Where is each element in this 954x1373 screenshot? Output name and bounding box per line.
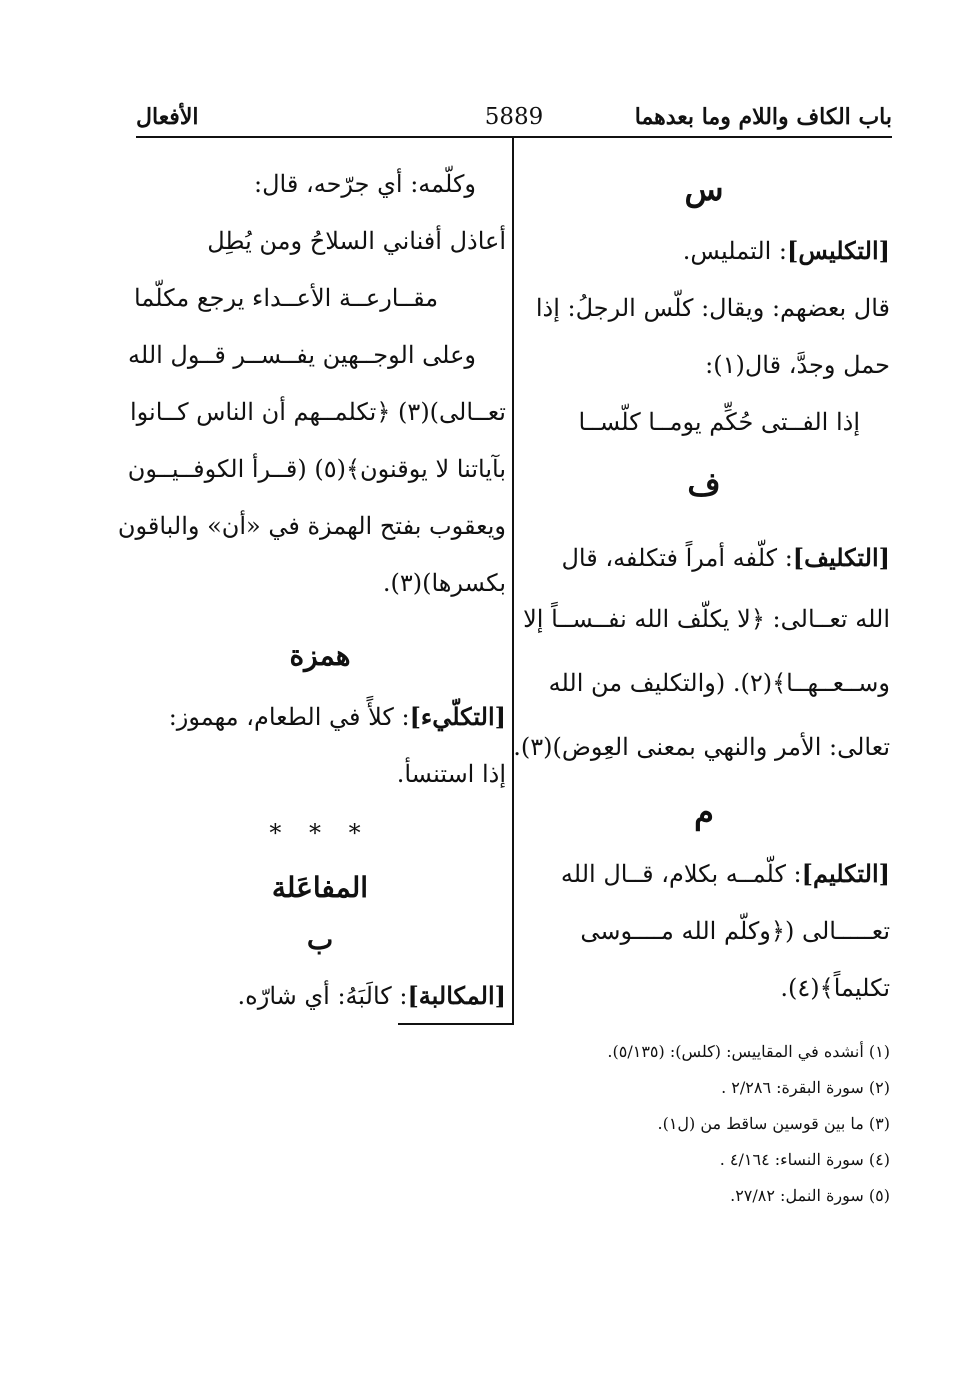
section-title: الأفعال: [136, 104, 199, 130]
text-line: تكليماً﴾(٤).: [780, 974, 890, 1002]
entry-definition: : كلأً في الطعام، مهموز:: [168, 703, 410, 731]
text-line: تعالى: الأمر والنهي بمعنى العِوض)(٣).: [513, 733, 890, 761]
verse-line: إذا الفــتى حُكِّم يومــا كلّســا: [578, 408, 860, 436]
entry-taklif: [518, 529, 890, 587]
text-line: تعـــــالى (﴿وكلّم الله مــــوسى: [580, 917, 890, 945]
entry-definition: : التمليس.: [682, 237, 788, 265]
section-heading-mufaala: المفاعَلة: [271, 871, 369, 904]
text-line: قال بعضهم: ويقال: كلّس الرجلُ: إذا: [535, 294, 890, 322]
letter-heading-b: ب: [306, 923, 334, 956]
text-line: إذا استنسأ.: [396, 760, 506, 788]
chapter-title: باب الكاف واللام وما بعدهما: [634, 104, 892, 130]
entry-term: [المكالبة]: [407, 981, 506, 1010]
entry-term: [التكليس]: [787, 236, 890, 265]
footnote: (٣) ما بين قوسين ساقط من (ل١).: [657, 1114, 890, 1133]
text-line: تعــالى)(٣) ﴿تكلمــهم أن الناس كــانوا: [129, 398, 506, 426]
right-column: [513, 156, 890, 1017]
text-line: ويعقوب بفتح الهمزة في «أن» والباقون: [117, 512, 506, 540]
entry-term: [التكليف]: [792, 543, 890, 572]
section-heading-hamza: همزة: [289, 639, 351, 672]
page-header: [136, 100, 892, 138]
page-number: 5889: [484, 104, 544, 130]
column-divider: [512, 138, 514, 1024]
entry-definition: : كلّفه أمراً فتكلفه، قال: [561, 544, 793, 572]
entry-taklim: [518, 845, 890, 903]
footnote-rule: [398, 1023, 514, 1025]
text-line: بكسرها)(٣).: [382, 569, 506, 597]
text-line: الله تعــالى: ﴿لا يكلّف الله نفــســاً إلا: [523, 605, 890, 633]
footnote: (٢) سورة البقرة: ٢/٢٨٦ .: [721, 1078, 890, 1097]
letter-heading-s: س: [684, 170, 724, 208]
footnote: (٤) سورة النساء: ٤/١٦٤ .: [719, 1150, 890, 1169]
letter-heading-f: ف: [687, 465, 721, 503]
footnotes: [370, 1034, 890, 1214]
footnote: (١) أنشده في المقاييس: (كلس): (٥/١٣٥).: [607, 1042, 890, 1061]
text-line: وعلى الوجــهين يفــســر قــول الله: [128, 341, 476, 369]
text-line: حمل وجدَّ، قال(١):: [705, 351, 890, 379]
verse-line: أعاذل أفناني السلاحُ ومن يُطِل: [207, 227, 506, 255]
entry-term: [التكليم]: [801, 859, 890, 888]
entry-tatklis: [518, 222, 890, 280]
section-separator: * * *: [269, 819, 371, 847]
entry-mukalaba: [134, 967, 506, 1025]
entry-definition: : كلّمــه بكلام، قــال الله: [560, 860, 802, 888]
entry-takli: [134, 688, 506, 746]
text-line: وكلّمه: أي جرّحه، قال:: [254, 170, 476, 198]
left-column: [117, 156, 506, 1025]
text-line: وســعــهــا﴾(٢). (والتكليف من الله: [548, 669, 890, 697]
footnote: (٥) سورة النمل: ٢٧/٨٢.: [730, 1186, 890, 1205]
entry-term: [التكلّيء]: [409, 702, 506, 731]
letter-heading-m: م: [694, 793, 714, 831]
text-line: بآياتنا لا يوقنون﴾(٥) (قــرأ الكوفــيــون: [127, 455, 506, 483]
entry-definition: : كالَبَهُ: أي شارّه.: [237, 982, 408, 1010]
verse-line: مقــارعــة الأعــداء يرجع مكلّما: [134, 284, 439, 312]
